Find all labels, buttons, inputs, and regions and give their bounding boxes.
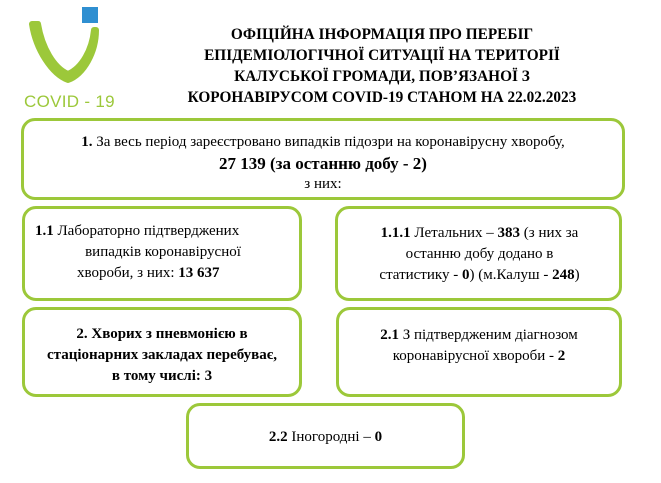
lab-confirmed-value: 13 637: [178, 265, 220, 281]
title-line-4: КОРОНАВІРУСОМ COVID-19 СТАНОМ НА 22.02.2023: [187, 89, 577, 106]
logo-blue-square-icon: [82, 7, 98, 23]
deaths-line-1: 1.1.1 Летальних – 383 (з них за: [380, 225, 579, 241]
pneumonia-box: [22, 307, 302, 397]
nonresident-box: [186, 403, 465, 469]
title-line-3: КАЛУСЬКОЇ ГРОМАДИ, ПОВ’ЯЗАНОЇ З: [234, 68, 530, 85]
pneumonia-line-1: 2. Хворих з пневмонією в: [76, 326, 248, 342]
nonresident-value: 0: [374, 429, 383, 445]
pneumonia-line-2: стаціонарних закладах перебуває,: [46, 347, 278, 363]
deaths-line-2: останню добу додано в: [405, 246, 554, 262]
confirmed-diagnosis-value: 2: [557, 348, 566, 364]
logo-v-shape-icon: [32, 24, 96, 80]
title-line-1: ОФІЦІЙНА ІНФОРМАЦІЯ ПРО ПЕРЕБІГ: [230, 26, 534, 43]
confirmed-diagnosis-line-1: 2.1 З підтвердженим діагнозом: [380, 327, 578, 343]
lab-confirmed-line-2: випадків коронавірусної: [85, 244, 241, 260]
deaths-value: 383: [497, 225, 521, 241]
confirmed-diagnosis-line-2: коронавірусної хвороби - 2: [392, 348, 566, 364]
total-suspected-value: 27 139 (за останню добу - 2): [219, 154, 427, 173]
confirmed-diagnosis-box: [336, 307, 622, 397]
total-suspected-box: [21, 118, 625, 200]
nonresident-line: 2.2 Іногородні – 0: [268, 429, 383, 445]
title-line-2: ЕПІДЕМІОЛОГІЧНОЇ СИТУАЦІЇ НА ТЕРИТОРІЇ: [204, 47, 560, 64]
page-title: [118, 24, 646, 108]
pneumonia-value: 3: [204, 368, 213, 384]
deaths-box: [335, 206, 622, 301]
lab-confirmed-line-3: хвороби, з них: 13 637: [77, 265, 220, 281]
lab-confirmed-line-1: 1.1 Лабораторно підтверджених: [35, 223, 240, 239]
logo-text: COVID - 19: [24, 92, 115, 111]
lab-confirmed-box: [22, 206, 302, 301]
total-suspected-text: 1. За весь період зареєстровано випадків підозри на коронавірусну хворобу,: [81, 134, 565, 150]
deaths-line-3: статистику - 0) (м.Калуш - 248): [379, 267, 580, 283]
pneumonia-line-3: в тому числі: 3: [111, 368, 213, 384]
total-suspected-sub: з них:: [304, 176, 342, 192]
